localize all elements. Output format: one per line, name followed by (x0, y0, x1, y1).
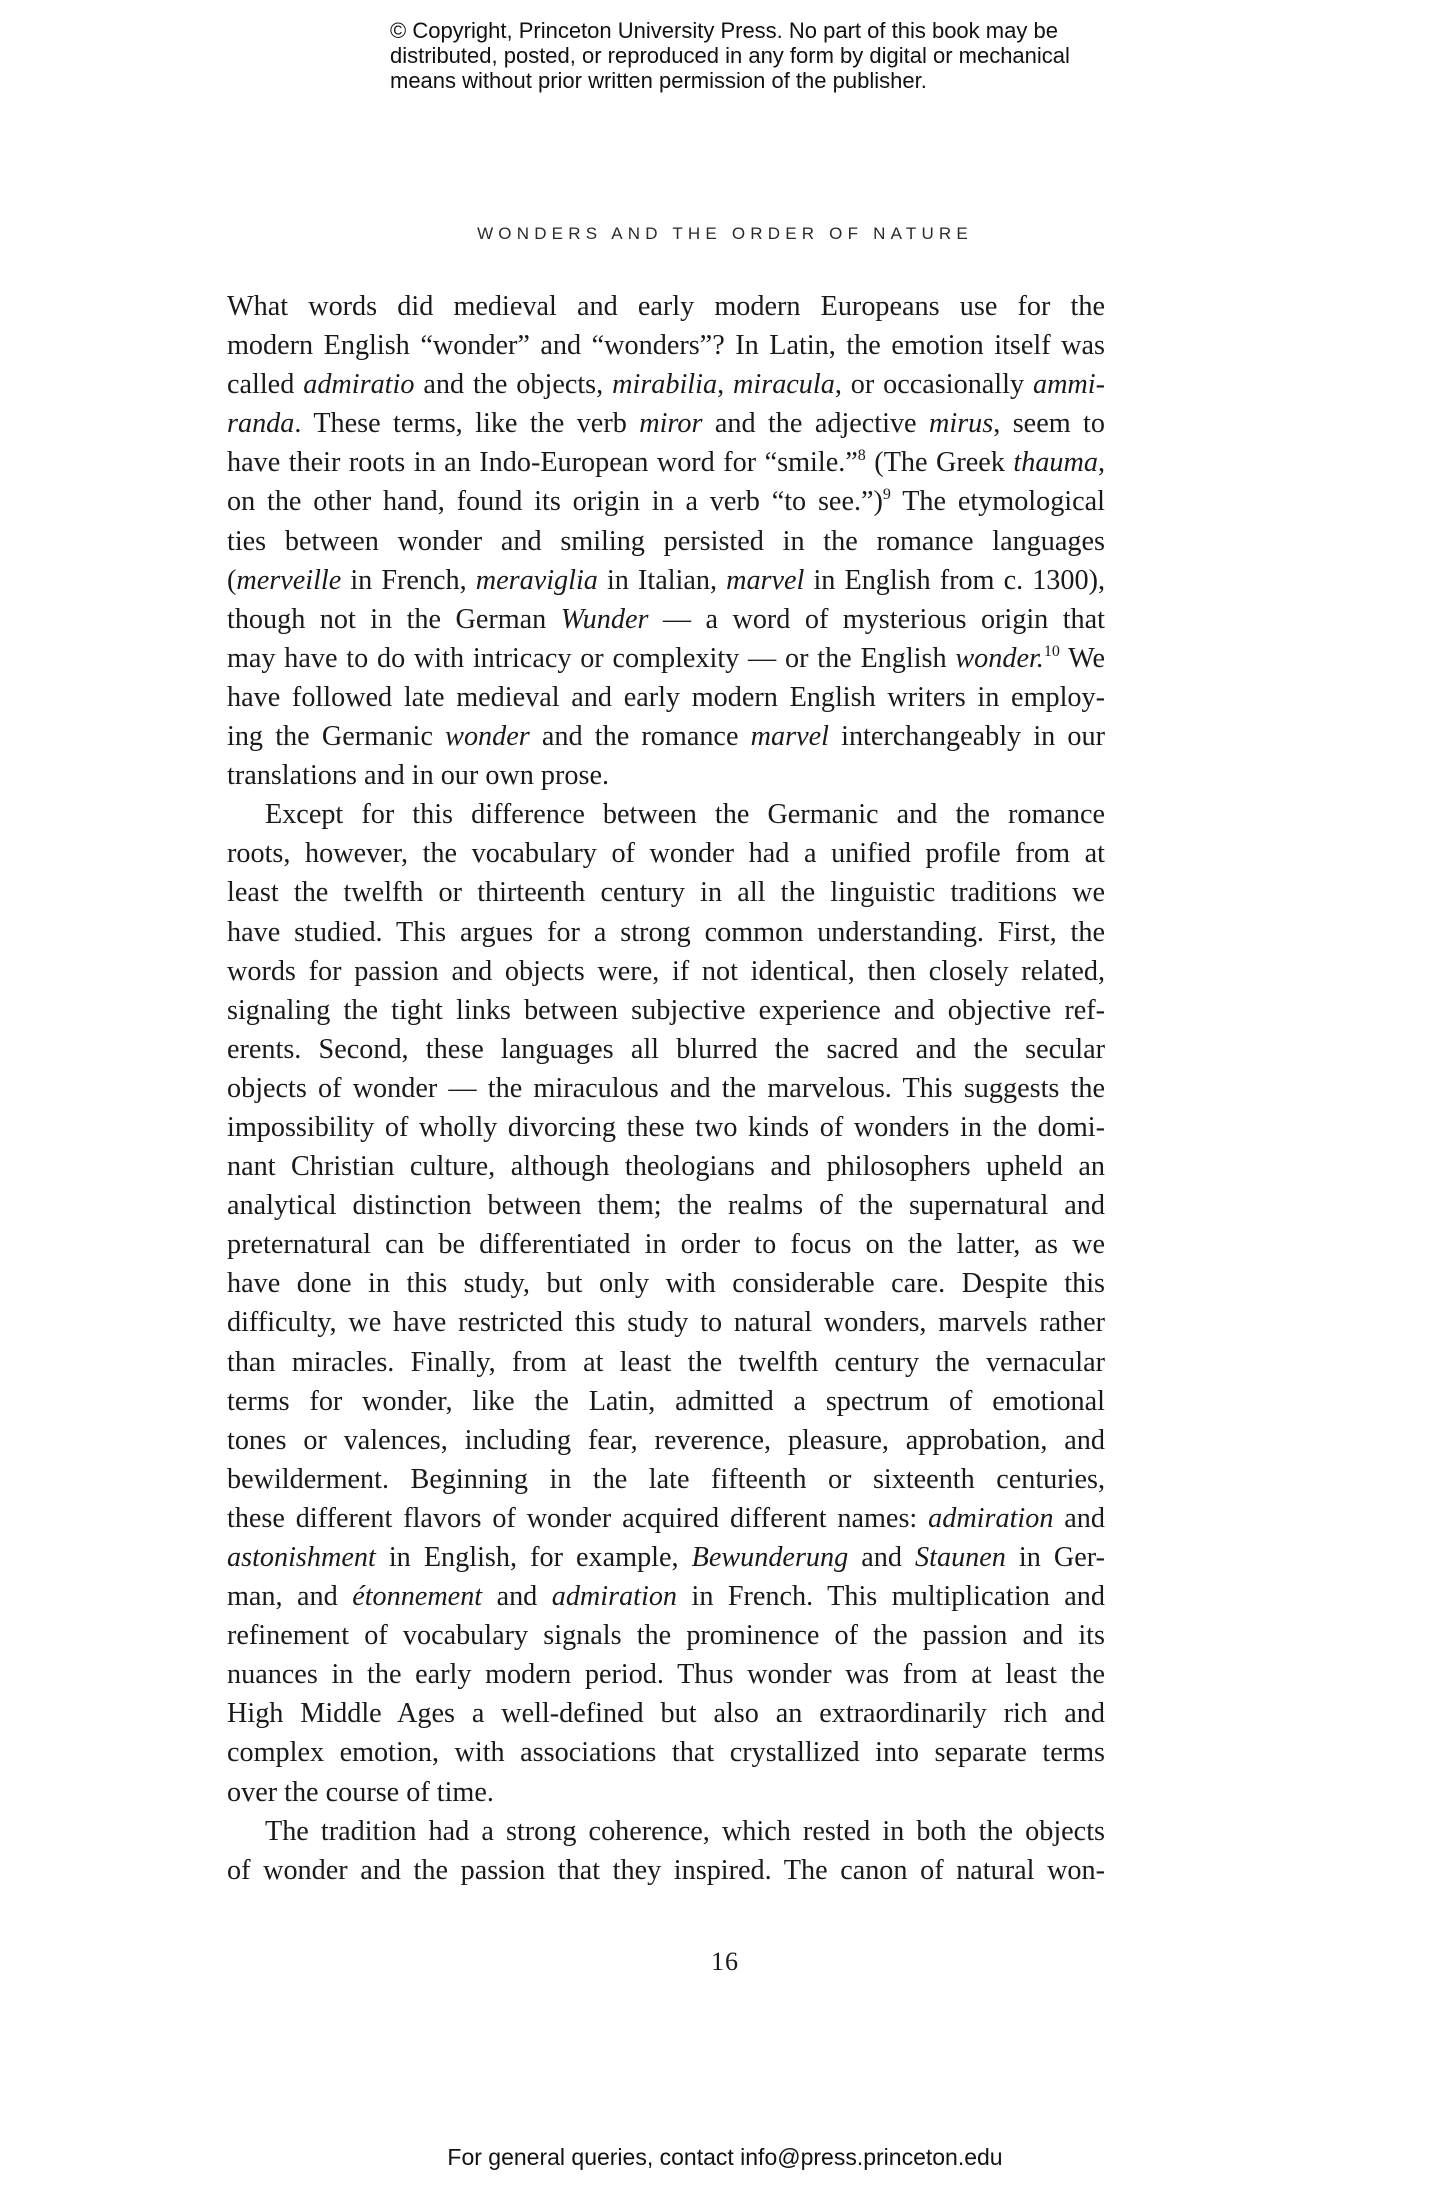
text-line: least the twelfth or thirteenth century in all the linguistic traditions we (227, 877, 1105, 909)
copyright-notice (390, 18, 1150, 93)
copyright-line: means without prior written permission of the publisher. (390, 68, 927, 93)
copyright-line: © Copyright, Princeton University Press. No part of this book may be (390, 18, 1058, 43)
text-line: refinement of vocabulary signals the prominence of the passion and its (227, 1620, 1105, 1652)
text-line: terms for wonder, like the Latin, admitted a spectrum of emotional (227, 1385, 1105, 1417)
text-line: difficulty, we have restricted this study to natural wonders, marvels rather (227, 1307, 1105, 1339)
text-line: have studied. This argues for a strong common understanding. First, the (227, 916, 1105, 948)
text-line: bewilderment. Beginning in the late fifteenth or sixteenth centuries, (227, 1463, 1105, 1495)
text-line: ing the Germanic wonder and the romance marvel interchangeably in our (227, 721, 1106, 753)
text-line: translations and in our own prose. (227, 760, 610, 792)
text-line: objects of wonder — the miraculous and the marvelous. This suggests the (227, 1072, 1105, 1104)
text-line: roots, however, the vocabulary of wonder had a unified profile from at (227, 838, 1105, 870)
text-line: have followed late medieval and early modern English writers in employ- (227, 681, 1105, 713)
text-line: impossibility of wholly divorcing these two kinds of wonders in the domi- (227, 1111, 1105, 1143)
body-text (227, 287, 1105, 1890)
text-line: on the other hand, found its origin in a verb “to see.”)$^9$ The etymological (227, 486, 1105, 518)
text-line: man, and étonnement and admiration in French. This multiplication and (227, 1581, 1105, 1613)
text-line: have their roots in an Indo-European word for “smile.”$^8$ (The Greek thauma, (227, 447, 1105, 479)
text-line: than miracles. Finally, from at least the twelfth century the vernacular (227, 1346, 1105, 1378)
text-line: What words did medieval and early modern Europeans use for the (227, 291, 1105, 322)
text-line: over the course of time. (227, 1776, 494, 1808)
text-line: nuances in the early modern period. Thus wonder was from at least the (227, 1659, 1105, 1691)
text-line: have done in this study, but only with considerable care. Despite this (227, 1268, 1105, 1300)
text-line: called admiratio and the objects, mirabilia, miracula, or occasionally ammi- (227, 369, 1106, 401)
text-line: High Middle Ages a well-defined but also an extraordinarily rich and (227, 1698, 1105, 1730)
text-line: astonishment in English, for example, Bewunderung and Staunen in Ger- (227, 1542, 1105, 1573)
text-line: complex emotion, with associations that crystallized into separate terms (227, 1737, 1105, 1769)
text-line: (merveille in French, meraviglia in Italian, marvel in English from c. 1300), (227, 564, 1106, 596)
text-line: erents. Second, these languages all blurred the sacred and the secular (227, 1033, 1105, 1065)
text-line: The tradition had a strong coherence, which rested in both the objects (265, 1815, 1105, 1847)
footer-contact: For general queries, contact info@press.princeton.edu (447, 2144, 1003, 2170)
text-line: Except for this difference between the Germanic and the romance (265, 799, 1105, 831)
text-line: ties between wonder and smiling persisted in the romance languages (227, 525, 1105, 557)
text-line: modern English “wonder” and “wonders”? In Latin, the emotion itself was (227, 330, 1105, 362)
text-line: though not in the German Wunder — a word of mysterious origin that (227, 603, 1105, 635)
text-line: may have to do with intricacy or complexity — or the English wonder.$^{10}$ We (227, 642, 1105, 674)
copyright-line: distributed, posted, or reproduced in any form by digital or mechanical (390, 43, 1070, 68)
text-line: these different flavors of wonder acquired different names: admiration and (227, 1502, 1105, 1534)
text-line: randa. These terms, like the verb miror and the adjective mirus, seem to (227, 408, 1105, 440)
running-head: WONDERS AND THE ORDER OF NATURE (477, 224, 973, 243)
text-line: of wonder and the passion that they inspired. The canon of natural won- (227, 1854, 1105, 1886)
text-line: tones or valences, including fear, reverence, pleasure, approbation, and (227, 1424, 1105, 1456)
page-number: 16 (711, 1947, 739, 1976)
text-line: nant Christian culture, although theologians and philosophers upheld an (227, 1151, 1105, 1183)
text-line: signaling the tight links between subjective experience and objective ref- (227, 994, 1105, 1026)
text-line: words for passion and objects were, if not identical, then closely related, (227, 955, 1105, 987)
text-line: preternatural can be differentiated in order to focus on the latter, as we (227, 1229, 1105, 1261)
text-line: analytical distinction between them; the realms of the supernatural and (227, 1190, 1105, 1222)
